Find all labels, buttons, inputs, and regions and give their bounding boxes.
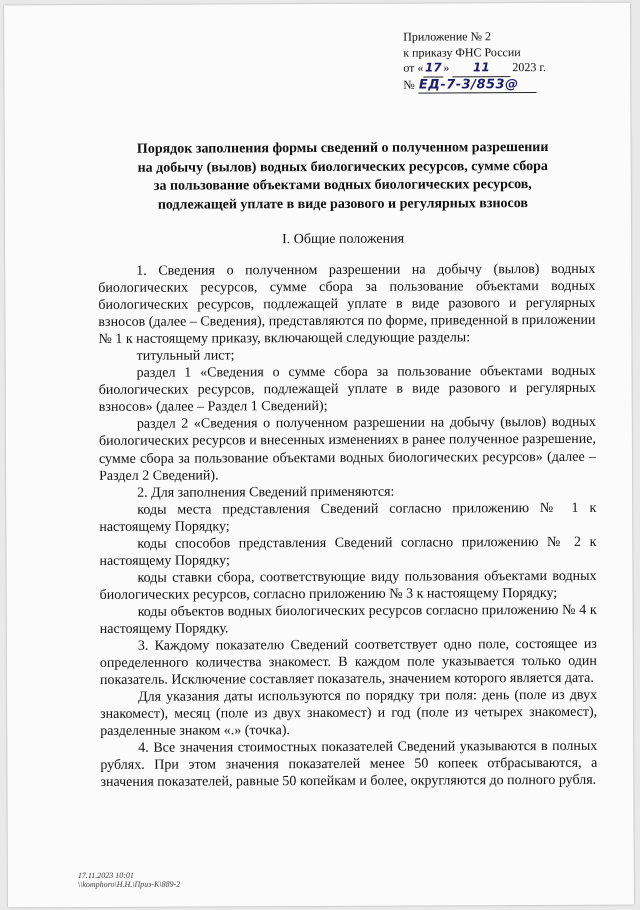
paragraph: раздел 1 «Сведения о сумме сбора за пользование объектами водных биологических ресурсов, подлежащей уплате в виде разового и регулярных взносов» (далее – Раздел 1 Сведений);	[98, 364, 596, 416]
document-page	[4, 3, 634, 908]
date-month: 11	[452, 60, 510, 77]
paragraph: титульный лист;	[136, 348, 235, 365]
title-line: за пользование объектами водных биологических ресурсов,	[153, 177, 532, 194]
order-number	[403, 76, 603, 93]
paragraph: 3. Каждому показателю Сведений соответствует одно поле, состоящее из определенного количества знакомест. В каждом поле указывается только один показатель. Исключение составляет показатель, значением которого является дата.	[99, 636, 597, 689]
document-body	[98, 261, 597, 792]
number-value: ЕД-7-3/853@	[419, 77, 537, 94]
title-line: Порядок заполнения формы сведений о полученном разрешении	[136, 139, 549, 157]
paragraph: коды объектов водных биологических ресурсов согласно приложению № 4 к настоящему Порядку.	[99, 602, 597, 637]
file-stamp-path: \\komphoro\Н.Н.\Приз-К\889-2	[77, 879, 181, 890]
paragraph: 2. Для заполнения Сведений применяются:	[137, 484, 395, 501]
title-line: на добычу (вылов) водных биологических ресурсов, сумме сбора	[137, 158, 548, 176]
paragraph: Для указания даты используются по порядку три поля: день (поле из двух знакомест), месяц (поле из двух знакомест) и год (поле из четырех знакомест), разделенные знаком «.» (точка).	[100, 687, 598, 740]
appendix-line: Приложение № 2	[403, 29, 492, 44]
order-date	[403, 60, 603, 77]
document-title	[105, 139, 581, 215]
number-prefix: №	[403, 77, 415, 92]
paragraph: 4. Все значения стоимостных показателей Сведений указываются в полных рублях. При этом значения показателей менее 50 копеек отбрасываются, а значения показателей, равные 50 копейкам и более, округляются до полного рубля.	[100, 739, 598, 791]
date-year: 2023 г.	[512, 60, 547, 75]
order-reference: к приказу ФНС России	[403, 44, 521, 60]
file-stamp-date: 17.11.2023 10:01	[77, 870, 134, 881]
paragraph: 1. Сведения о полученном разрешении на добычу (вылов) водных биологических ресурсов, сумме сбора за пользование объектами водных биологических ресурсов, подлежащей уплате в виде разового и регулярных взносов (далее – Сведения), представляются по форме, приведенной в приложении № 1 к настоящему приказу, включающей следующие разделы:	[98, 261, 596, 348]
paragraph: раздел 2 «Сведения о полученном разрешении на добычу (вылов) водных биологических ресурсов и внесенных изменениях в ранее полученное разрешение, сумме сбора за пользование объектами водных биологических ресурсов» (далее – Раздел 2 Сведений).	[98, 415, 597, 484]
file-stamp	[78, 871, 180, 889]
paragraph: коды места представления Сведений согласно приложению № 1 к настоящему Порядку;	[99, 500, 597, 535]
paragraph: коды ставки сбора, соответствующие виду пользования объектами водных биологических ресурсов, согласно приложению № 3 к настоящему Порядку;	[99, 568, 597, 603]
paragraph: коды способов представления Сведений согласно приложению № 2 к настоящему Порядку;	[99, 534, 597, 569]
title-line: подлежащей уплате в виде разового и регулярных взносов	[157, 195, 528, 213]
date-day: 17	[423, 60, 443, 77]
section-heading: I. Общие положения	[282, 231, 405, 248]
date-mid: »	[443, 60, 450, 75]
date-prefix: от «	[403, 60, 424, 75]
appendix-block	[403, 29, 603, 94]
